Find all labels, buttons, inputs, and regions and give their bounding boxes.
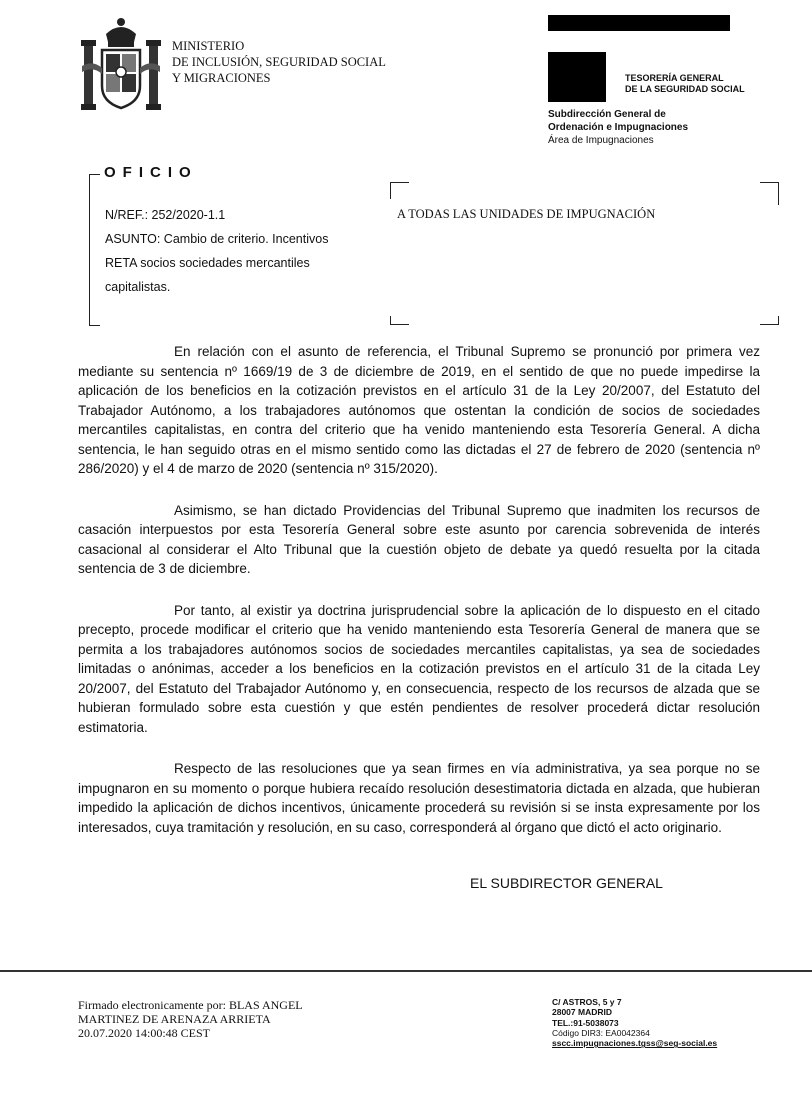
coat-of-arms-logo <box>78 14 164 116</box>
redaction-bar <box>548 15 730 31</box>
address-line: 28007 MADRID <box>552 1007 612 1018</box>
address-corner-mark <box>760 182 779 205</box>
address-corner-mark <box>390 182 409 199</box>
ministry-line: Y MIGRACIONES <box>172 71 271 85</box>
asunto-line: RETA socios sociedades mercantiles <box>105 256 310 270</box>
recipient: A TODAS LAS UNIDADES DE IMPUGNACIÓN <box>397 207 656 221</box>
address-corner-mark <box>390 316 409 325</box>
dir3-line: Código DIR3: EA0042364 <box>552 1027 650 1038</box>
subdirection-line: Ordenación e Impugnaciones <box>548 122 689 133</box>
asunto-line: ASUNTO: Cambio de criterio. Incentivos <box>105 232 329 246</box>
body-paragraph: Respecto de las resoluciones que ya sean firmes en vía administrativa, ya sea porque no se impugnaron en su momento o porque hubiera recaído resolución desestimatoria dictada en alzada, que hubieran impedido la aplicación de dichos incentivos, únicamente procederá su revisión si se insta expresamente por los interesados, cuya tramitación y resolución, en su caso, corresponderá al órgano que dictó el acto originario. <box>78 761 760 835</box>
reference-number: N/REF.: 252/2020-1.1 <box>105 208 226 222</box>
area-line: Área de Impugnaciones <box>548 135 654 146</box>
tgss-line: DE LA SEGURIDAD SOCIAL <box>625 84 745 94</box>
address-block <box>552 997 717 1048</box>
signature-line: Firmado electronicamente por: BLAS ANGEL <box>78 998 303 1012</box>
ministry-line: MINISTERIO <box>172 39 245 53</box>
body-paragraph: En relación con el asunto de referencia, el Tribunal Supremo se pronunció por primera vez mediante su sentencia nº 1669/19 de 3 de diciembre de 2019, en el sentido de que no puede impedirse la aplicación de los beneficios en la cotización previstos en el artículo 31 de la Ley 20/2007, del Estatuto del Trabajador Autónomo, a los trabajadores autónomos que ostentan la condición de socios de sociedades mercantiles capitalistas, en contra del criterio que ha venido manteniendo esta Tesorería General. A dicha sentencia, le han seguido otras en el mismo sentido como las dictadas el 27 de febrero de 2020 (sentencia nº 286/2020) y el 4 de marzo de 2020 (sentencia nº 315/2020). <box>78 344 760 476</box>
body-paragraph: Por tanto, al existir ya doctrina jurisprudencial sobre la aplicación de lo dispuesto en el citado precepto, procede modificar el criterio que ha venido manteniendo esta Tesorería General de manera que se permita a los trabajadores autónomos socios de sociedades mercantiles capitalistas, ya sea de sociedades limitadas o anónimas, acceder a los beneficios en la cotización previstos en el artículo 31 de la citada Ley 20/2007, del Estatuto del Trabajador Autónomo y, en consecuencia, respecto de los recursos de alzada que se hubieran formulado sobre esta cuestión y que estén pendientes de resolver procederá dictar resolución estimatoria. <box>78 602 760 735</box>
ministry-name <box>172 38 386 86</box>
ministry-line: DE INCLUSIÓN, SEGURIDAD SOCIAL <box>172 55 386 69</box>
footer-divider <box>0 970 812 972</box>
body-paragraph: Asimismo, se han dictado Providencias del Tribunal Supremo que inadmiten los recursos de casación interpuestos por esta Tesorería General sobre este asunto por carencia sobrevenida de interés casacional al considerar el Alto Tribunal que la cuestión objeto de debate ya quedó resuelta por la citada sentencia de 3 de diciembre. <box>78 502 760 576</box>
subdirection-line: Subdirección General de <box>548 109 666 120</box>
address-line: C/ ASTROS, 5 y 7 <box>552 997 622 1007</box>
address-corner-mark <box>760 316 779 325</box>
subdirection-block <box>548 108 688 147</box>
oficio-title: OFICIO <box>104 164 198 181</box>
electronic-signature <box>78 998 303 1040</box>
signature-line: 20.07.2020 14:00:48 CEST <box>78 1026 211 1040</box>
reference-block <box>105 203 328 299</box>
tgss-line: TESORERÍA GENERAL <box>625 73 724 83</box>
asunto-line: capitalistas. <box>105 280 171 294</box>
email-link[interactable]: sscc.impugnaciones.tgss@seg-social.es <box>552 1038 718 1049</box>
phone-line: TEL.:91-5038073 <box>552 1017 619 1028</box>
tgss-logo-square <box>548 52 606 102</box>
signer-title: EL SUBDIRECTOR GENERAL <box>470 875 663 891</box>
signature-line: MARTINEZ DE ARENAZA ARRIETA <box>78 1012 271 1026</box>
letter-body <box>78 342 760 859</box>
tgss-name <box>625 73 745 95</box>
oficio-bracket <box>89 174 100 326</box>
